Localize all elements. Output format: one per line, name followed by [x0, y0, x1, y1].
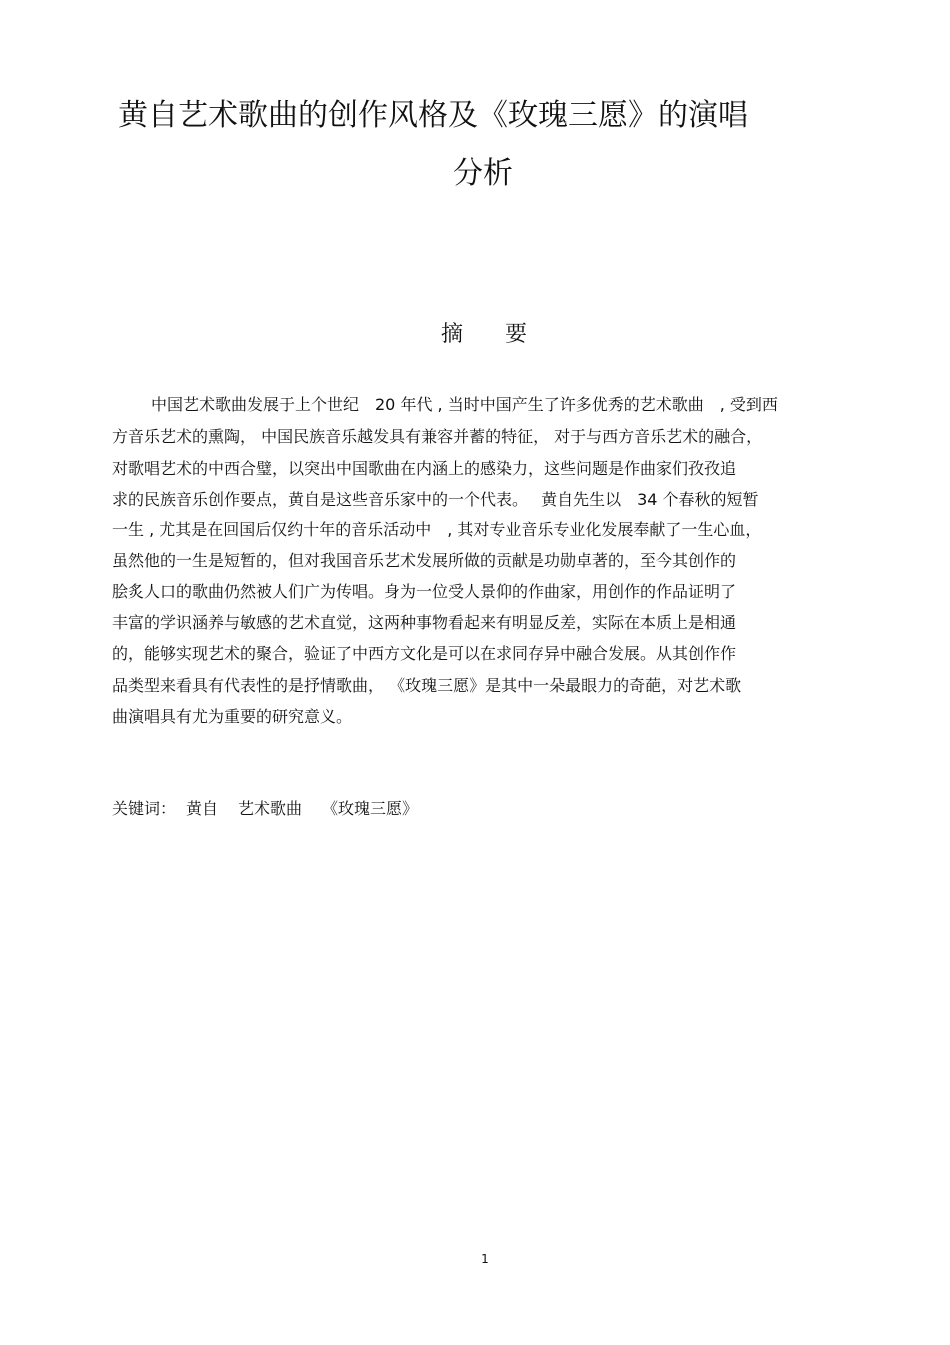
- abstract-line: 中国艺术歌曲发展于上个世纪 20 年代 , 当时中国产生了许多优秀的艺术歌曲 , 受到西: [151, 395, 778, 414]
- abstract-line: 对歌唱艺术的中西合璧，以突出中国歌曲在内涵上的感染力，这些问题是作曲家们孜孜追: [112, 459, 737, 478]
- keywords-line: [112, 797, 418, 821]
- abstract-line: 曲演唱具有尤为重要的研究意义。: [112, 707, 353, 726]
- keyword: 《玫瑰三愿》: [322, 799, 419, 818]
- abstract-line: 方音乐艺术的熏陶， 中国民族音乐越发具有兼容并蓄的特征， 对于与西方音乐艺术的融合，: [112, 427, 763, 446]
- abstract-line: 的，能够实现艺术的聚合，验证了中西方文化是可以在求同存异中融合发展。从其创作作: [112, 644, 737, 663]
- abstract-heading: [441, 320, 527, 350]
- keyword: 黄自: [186, 799, 219, 818]
- abstract-heading-char-2: 要: [505, 322, 528, 347]
- document-title-line-2: 分析: [453, 156, 513, 191]
- keywords-label: 关键词：: [112, 799, 177, 818]
- abstract-line: 丰富的学识涵养与敏感的艺术直觉，这两种事物看起来有明显反差，实际在本质上是相通: [112, 613, 737, 632]
- abstract-line: 一生 , 尤其是在回国后仅约十年的音乐活动中 , 其对专业音乐专业化发展奉献了一生心血，: [112, 520, 762, 539]
- abstract-line: 虽然他的一生是短暂的，但对我国音乐艺术发展所做的贡献是功勋卓著的，至今其创作的: [112, 551, 737, 570]
- abstract-heading-char-1: 摘: [441, 322, 464, 347]
- keyword: 艺术歌曲: [238, 799, 303, 818]
- abstract-line: 脍炙人口的歌曲仍然被人们广为传唱。身为一位受人景仰的作曲家，用创作的作品证明了: [112, 582, 737, 601]
- abstract-line: 求的民族音乐创作要点，黄自是这些音乐家中的一个代表。 黄自先生以 34 个春秋的短暂: [112, 490, 759, 509]
- page-number: 1: [481, 1252, 489, 1266]
- document-title-line-1: 黄自艺术歌曲的创作风格及《玫瑰三愿》的演唱: [118, 98, 748, 133]
- abstract-line: 品类型来看具有代表性的是抒情歌曲， 《玫瑰三愿》是其中一朵最眼力的奇葩，对艺术歌: [112, 676, 742, 695]
